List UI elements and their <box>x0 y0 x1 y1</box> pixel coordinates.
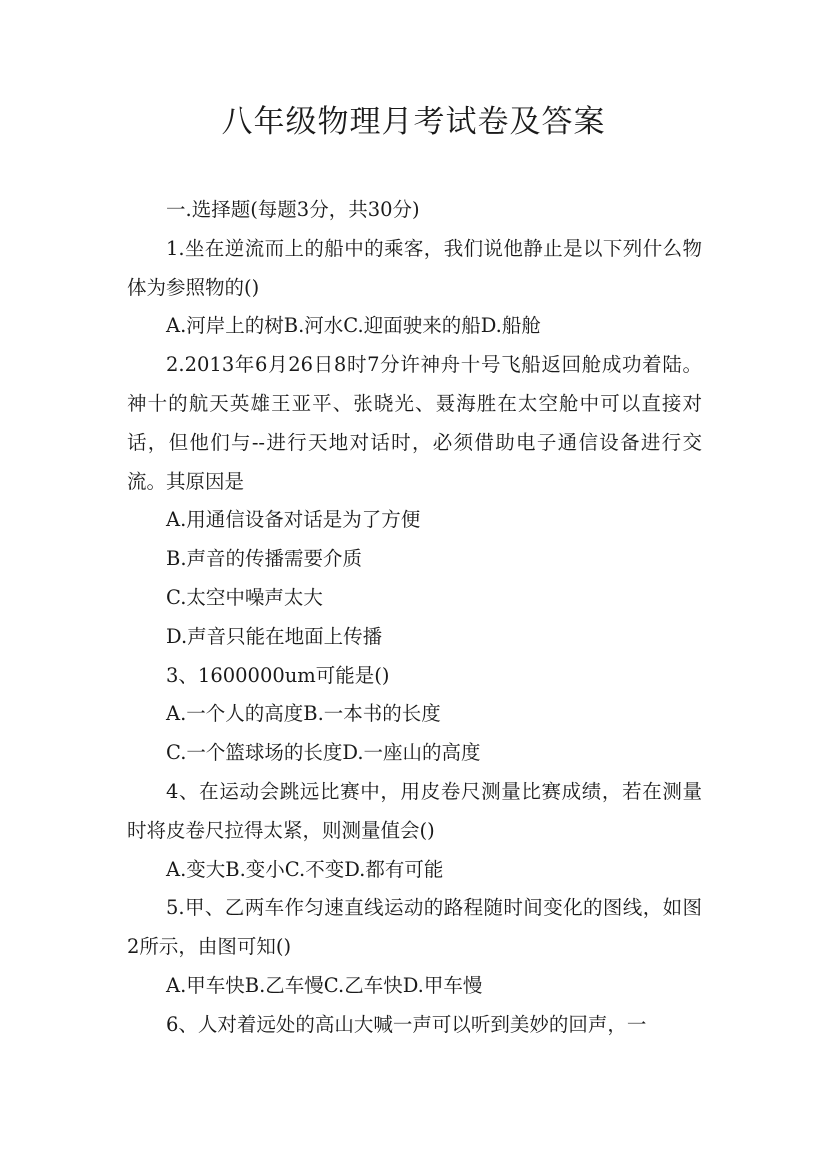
question-4: 4、在运动会跳远比赛中，用皮卷尺测量比赛成绩，若在测量时将皮卷尺拉得太紧，则测量值会() <box>127 779 702 842</box>
section-heading: 一.选择题(每题3分，共30分) <box>166 198 420 221</box>
question-1: 1.坐在逆流而上的船中的乘客，我们说他静止是以下列什么物体为参照物的() <box>127 236 702 299</box>
question-3-options-ab: A.一个人的高度B.一本书的长度 <box>166 702 441 726</box>
question-2-option-d: D.声音只能在地面上传播 <box>166 624 383 648</box>
question-4-options: A.变大B.变小C.不变D.都有可能 <box>166 857 444 881</box>
question-5: 5.甲、乙两车作匀速直线运动的路程随时间变化的图线，如图2所示，由图可知() <box>127 896 702 959</box>
question-2: 2.2013年6月26日8时7分许神舟十号飞船返回舱成功着陆。神十的航天英雄王亚平、张晓光、聂海胜在太空舱中可以直接对话，但他们与--进行天地对话时，必须借助电子通信设备进行交流。其原因是 <box>127 353 702 493</box>
question-2-option-c: C.太空中噪声太大 <box>166 585 323 609</box>
document-title: 八年级物理月考试卷及答案 <box>221 104 606 140</box>
question-6: 6、人对着远处的高山大喊一声可以听到美妙的回声，一 <box>166 1012 647 1036</box>
question-2-option-a: A.用通信设备对话是为了方便 <box>166 508 421 532</box>
question-2-option-b: B.声音的传播需要介质 <box>166 547 363 571</box>
question-5-options: A.甲车快B.乙车慢C.乙车快D.甲车慢 <box>166 973 483 997</box>
question-3: 3、1600000um可能是() <box>166 663 390 687</box>
document-body <box>127 191 702 1045</box>
question-3-options-cd: C.一个篮球场的长度D.一座山的高度 <box>166 741 481 765</box>
question-1-options: A.河岸上的树B.河水C.迎面驶来的船D.船舱 <box>166 314 541 338</box>
